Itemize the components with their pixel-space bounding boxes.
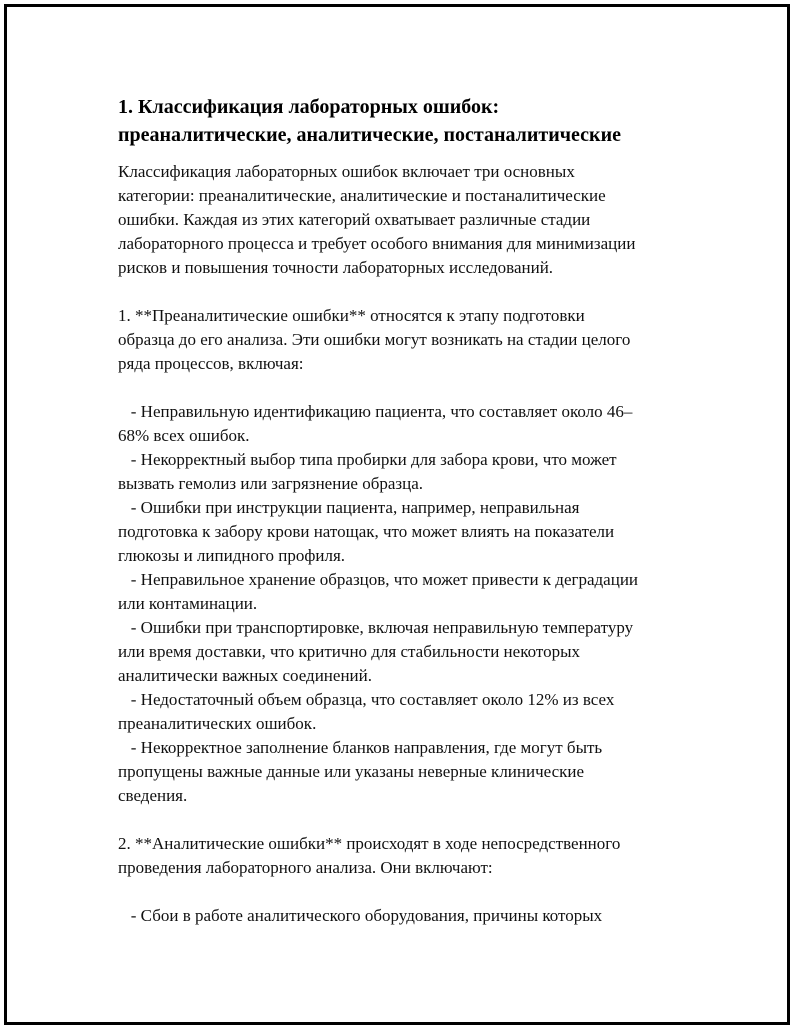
list-item-line: преаналитических ошибок.: [118, 714, 317, 733]
heading-line-1: 1. Классификация лабораторных ошибок:: [118, 96, 500, 118]
list-item-line: - Некорректное заполнение бланков направления, где могут быть: [118, 738, 603, 757]
list-item-line: - Неправильное хранение образцов, что может привести к деградации: [118, 570, 639, 589]
list-item: [118, 616, 698, 688]
heading-line-2: преаналитические, аналитические, постаналитические: [118, 124, 621, 146]
list-item-line: пропущены важные данные или указаны неверные клинические: [118, 762, 585, 781]
intro-line: рисков и повышения точности лабораторных исследований.: [118, 258, 554, 277]
list-item-line: - Ошибки при транспортировке, включая неправильную температуру: [118, 618, 634, 637]
list-item: [118, 904, 698, 928]
list-item-line: - Недостаточный объем образца, что составляет около 12% из всех: [118, 690, 615, 709]
analytical-line: 2. **Аналитические ошибки** происходят в ходе непосредственного: [118, 834, 621, 853]
list-item-line: или время доставки, что критично для стабильности некоторых: [118, 642, 580, 661]
list-item-line: - Неправильную идентификацию пациента, что составляет около 46–: [118, 402, 633, 421]
list-item: [118, 400, 698, 448]
preanalytical-list: [118, 400, 698, 808]
list-item-line: 68% всех ошибок.: [118, 426, 250, 445]
intro-line: категории: преаналитические, аналитические и постаналитические: [118, 186, 606, 205]
preanalytical-line: образца до его анализа. Эти ошибки могут возникать на стадии целого: [118, 330, 631, 349]
analytical-list: [118, 904, 698, 928]
analytical-line: проведения лабораторного анализа. Они включают:: [118, 858, 493, 877]
list-item-line: аналитически важных соединений.: [118, 666, 372, 685]
list-item: [118, 688, 698, 736]
list-item-line: вызвать гемолиз или загрязнение образца.: [118, 474, 424, 493]
preanalytical-line: ряда процессов, включая:: [118, 354, 304, 373]
preanalytical-line: 1. **Преаналитические ошибки** относятся к этапу подготовки: [118, 306, 585, 325]
list-item-line: или контаминации.: [118, 594, 258, 613]
list-item: [118, 496, 698, 568]
intro-line: ошибки. Каждая из этих категорий охватывает различные стадии: [118, 210, 591, 229]
intro-line: лабораторного процесса и требует особого внимания для минимизации: [118, 234, 636, 253]
list-item-line: - Некорректный выбор типа пробирки для забора крови, что может: [118, 450, 617, 469]
list-item-line: сведения.: [118, 786, 188, 805]
list-item: [118, 568, 698, 616]
list-item-line: - Ошибки при инструкции пациента, например, неправильная: [118, 498, 580, 517]
list-item-line: - Сбои в работе аналитического оборудования, причины которых: [118, 906, 603, 925]
preanalytical-paragraph: [118, 304, 698, 376]
section-heading: [118, 93, 698, 149]
document-content: [118, 93, 698, 928]
list-item-line: глюкозы и липидного профиля.: [118, 546, 346, 565]
intro-paragraph: [118, 160, 698, 280]
analytical-paragraph: [118, 832, 698, 880]
intro-line: Классификация лабораторных ошибок включает три основных: [118, 162, 575, 181]
list-item-line: подготовка к забору крови натощак, что может влиять на показатели: [118, 522, 615, 541]
list-item: [118, 736, 698, 808]
list-item: [118, 448, 698, 496]
